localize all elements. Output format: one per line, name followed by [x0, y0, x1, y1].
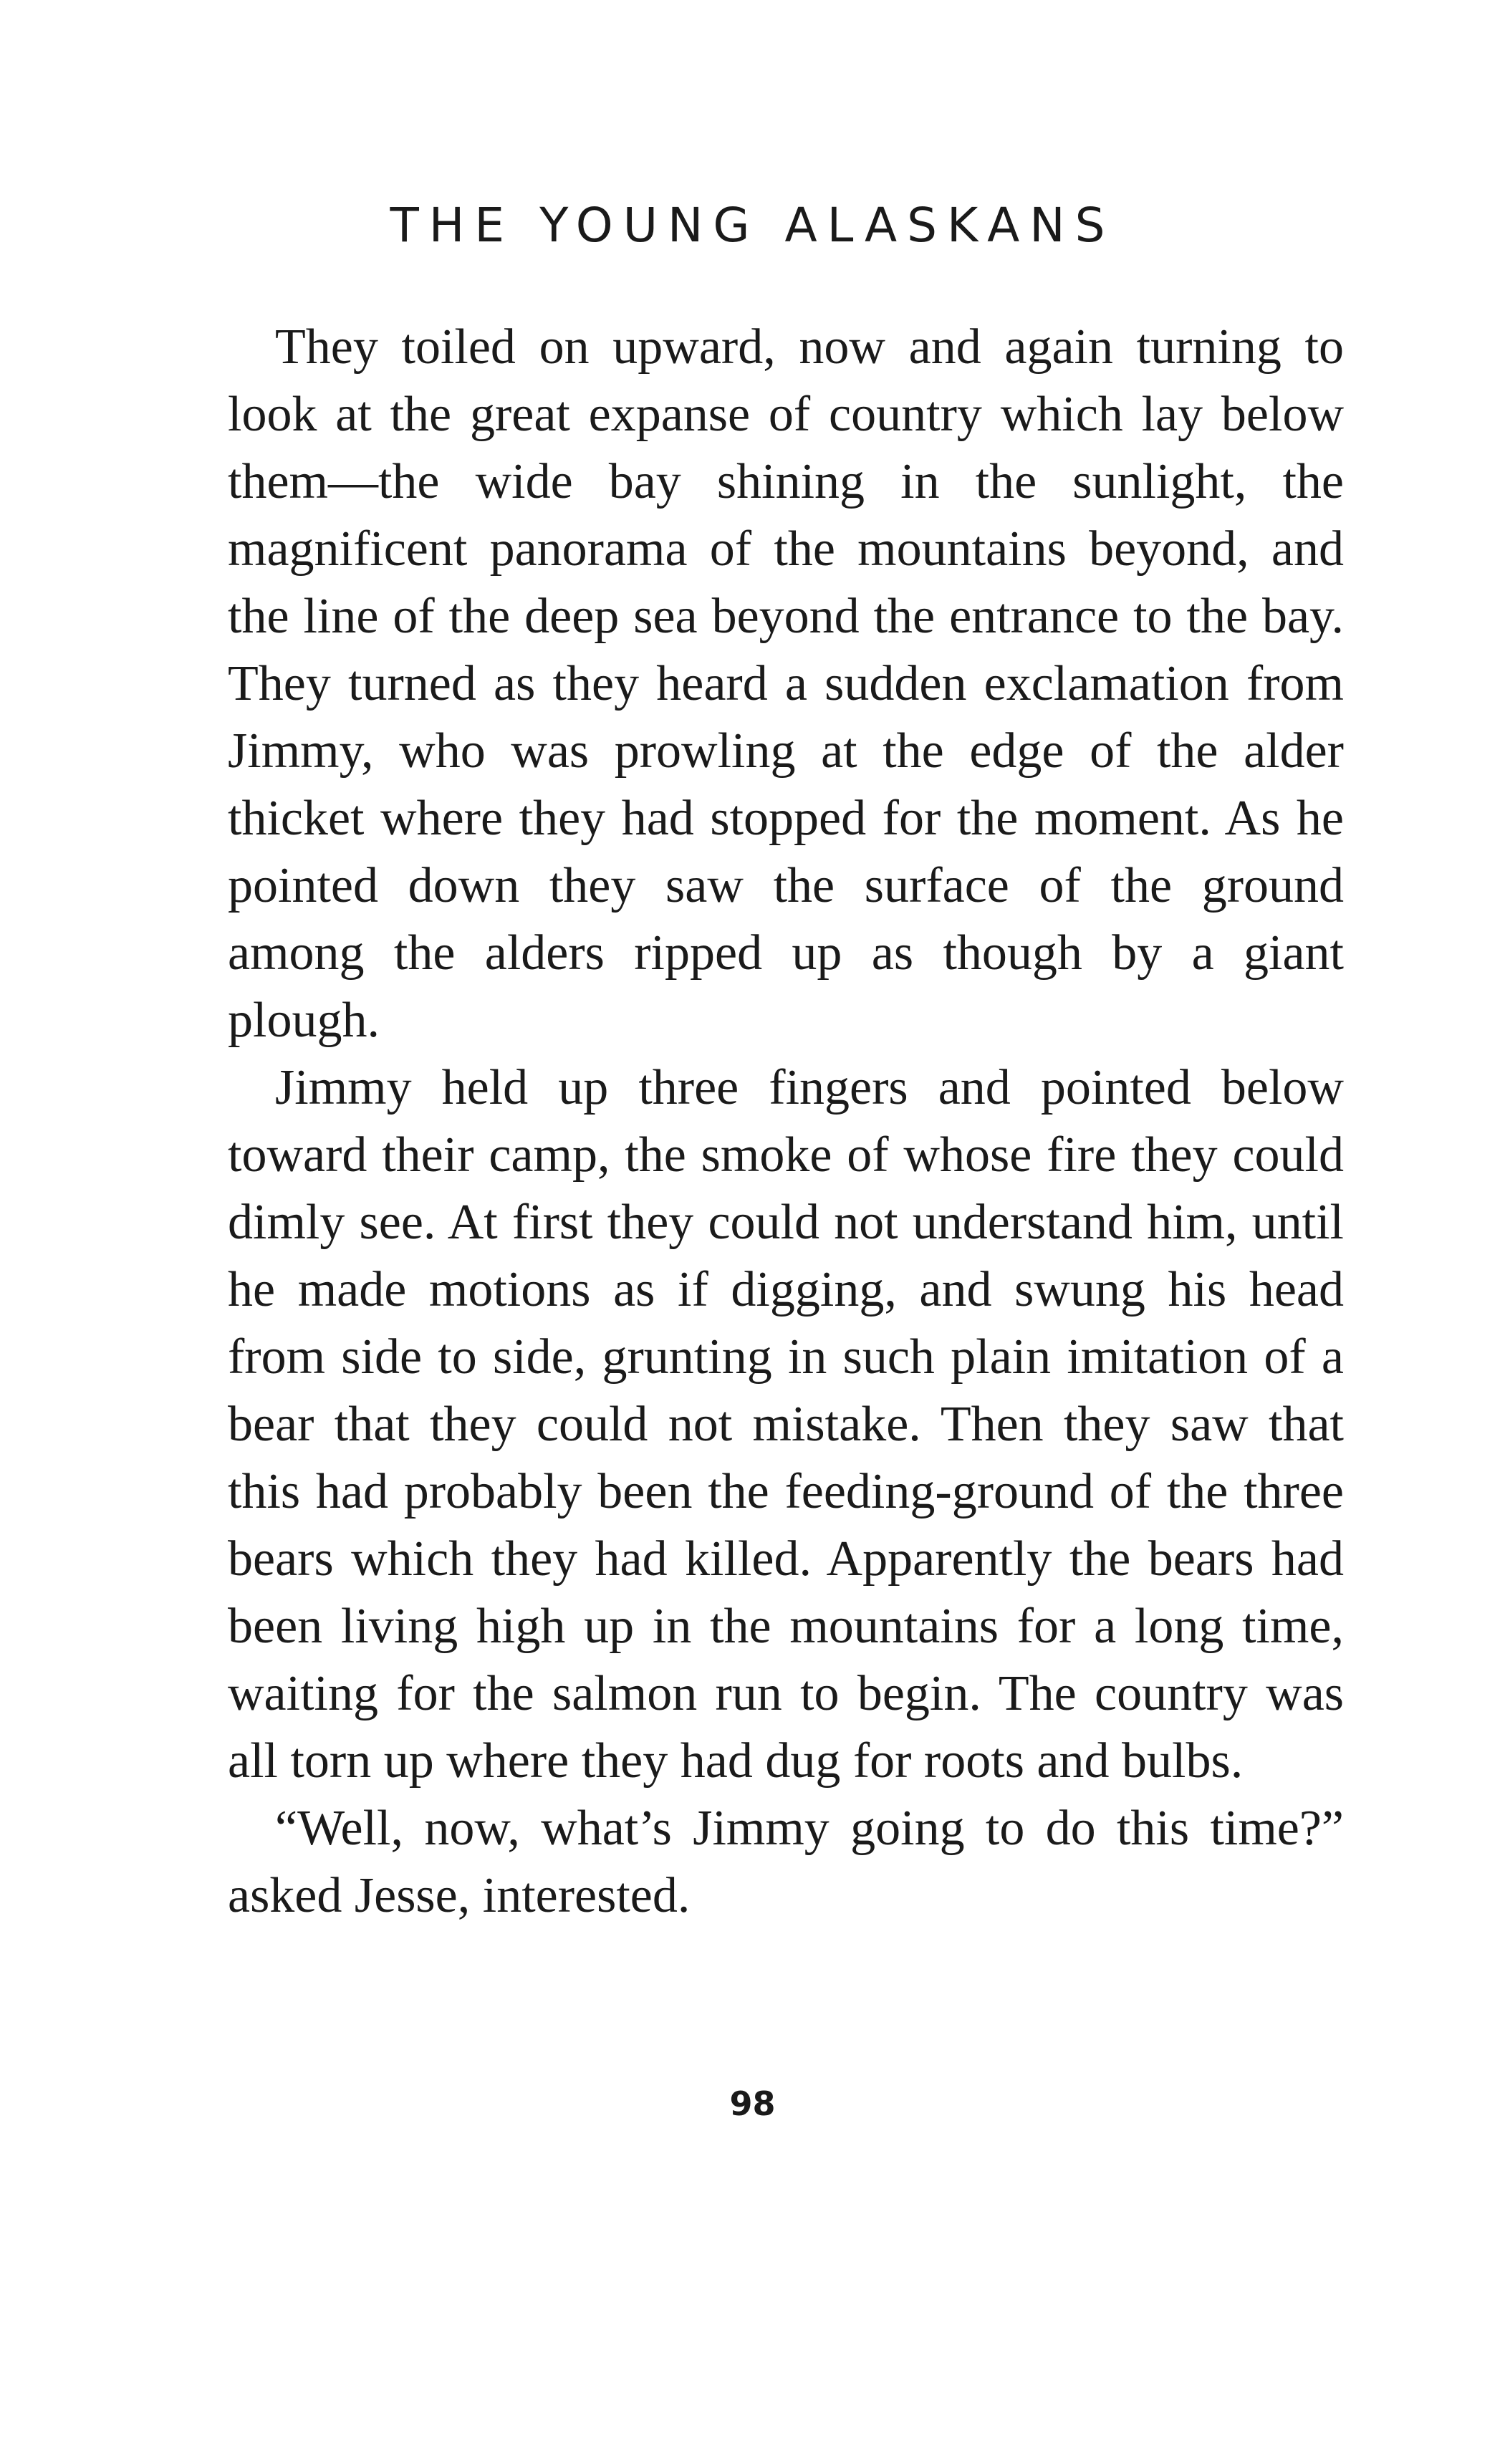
paragraph-2: Jimmy held up three fingers and pointed below toward their camp, the smoke of whose fire they could dimly see. At first they could not understand him, until he made motions as if digging, and swung his head from side to side, grunting in such plain imitation of a bear that they could not mistake. Then they saw that this had probably been the feeding-ground of the three bears which they had killed. Apparently the bears had been living high up in the mountains for a long time, waiting for the salmon run to begin. The country was all torn up where they had dug for roots and bulbs. — [228, 1060, 1344, 1789]
running-head-title: THE YOUNG ALASKANS — [390, 198, 1115, 253]
paragraph-3: “Well, now, what’s Jimmy going to do this time?” asked Jesse, interested. — [228, 1801, 1344, 1923]
paragraph-1: They toiled on upward, now and again turning to look at the great expanse of country which lay below them—the wide bay shining in the sunlight, the magnificent panorama of the mountains beyond, and the line of the deep sea beyond the entrance to the bay. They turned as they heard a sudden exclamation from Jimmy, who was prowling at the edge of the alder thicket where they had stopped for the moment. As he pointed down they saw the surface of the ground among the alders ripped up as though by a giant plough. — [228, 319, 1344, 1048]
page-body-text — [228, 314, 1344, 1930]
page-number: 98 — [729, 2084, 776, 2123]
